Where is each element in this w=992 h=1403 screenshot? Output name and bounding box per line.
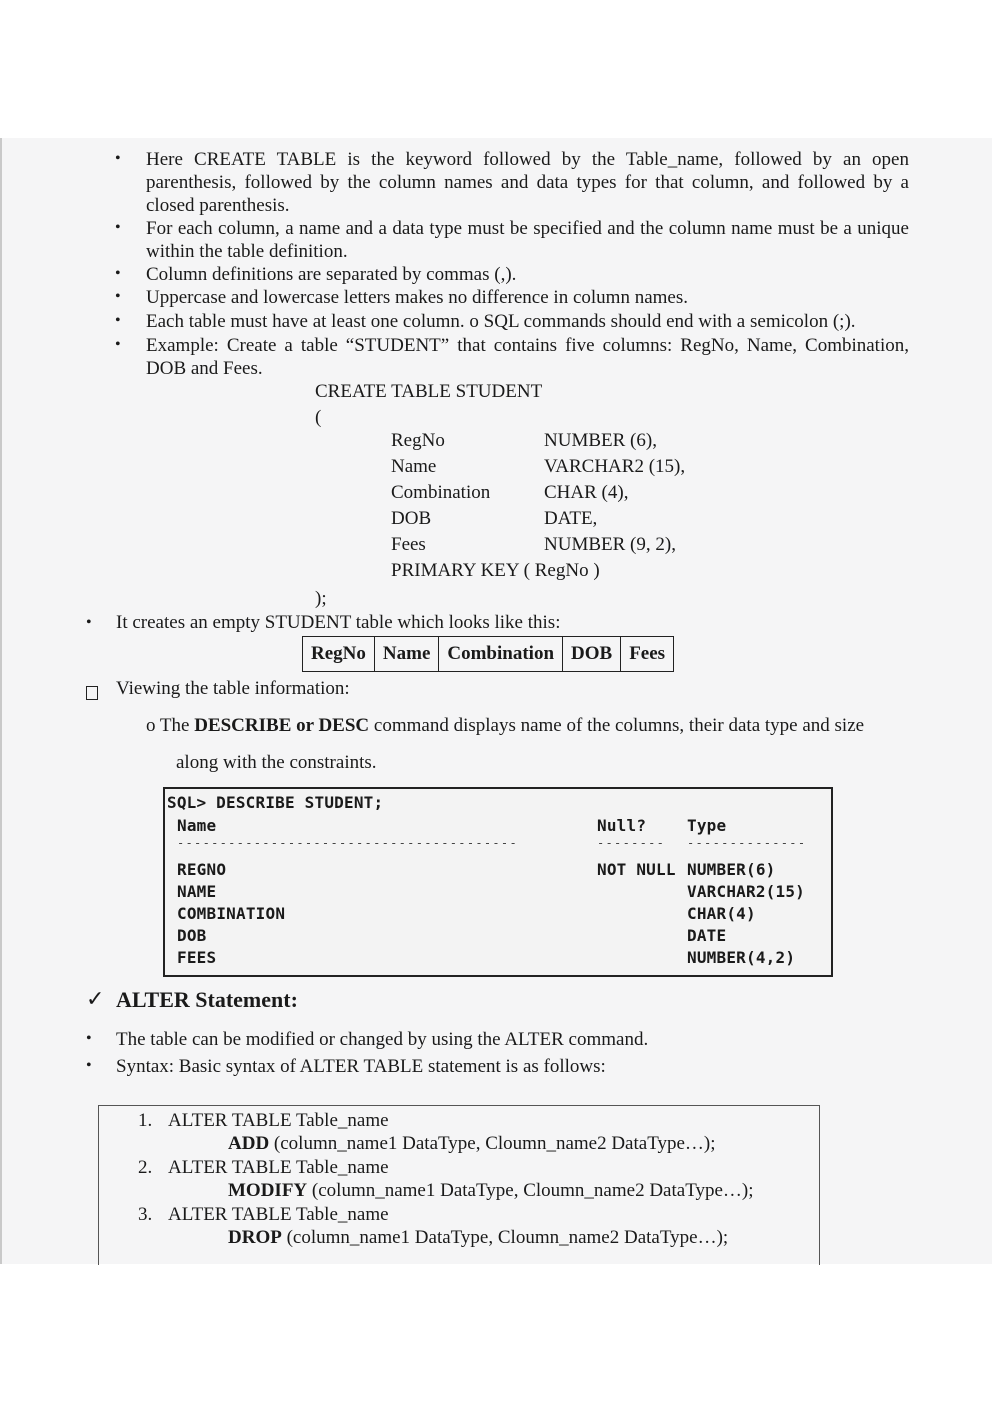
bullet-marker: • bbox=[115, 150, 121, 167]
describe-pre: The bbox=[159, 715, 195, 736]
column-type: CHAR (4), bbox=[544, 482, 629, 503]
bullet-marker: • bbox=[86, 1030, 92, 1047]
open-paren: ( bbox=[315, 407, 322, 428]
bullet-marker: • bbox=[115, 265, 121, 282]
primary-key-line: PRIMARY KEY ( RegNo ) bbox=[391, 560, 600, 581]
alter-bullet-text: The table can be modified or changed by using the ALTER command. bbox=[116, 1029, 649, 1050]
row-type: CHAR(4) bbox=[687, 904, 756, 923]
alter-line: ALTER TABLE Table_name bbox=[168, 1204, 389, 1225]
bullet-text: Here CREATE TABLE is the keyword followed by the Table_name, followed by an open parenthesis, followed by the column names and data types for that column, and followed by a closed parenthesis. bbox=[146, 149, 909, 216]
row-type: VARCHAR2(15) bbox=[687, 882, 805, 901]
column-name: Fees bbox=[391, 534, 426, 555]
bullet-text: For each column, a name and a data type must be specified and the column name must be a unique within the table definition. bbox=[146, 218, 909, 262]
alter-keyword: ADD bbox=[228, 1133, 270, 1154]
alter-clause-rest: (column_name1 DataType, Cloumn_name2 DataType…); bbox=[269, 1133, 716, 1154]
table-header-cell: Combination bbox=[439, 637, 563, 672]
sql-output-box bbox=[163, 787, 833, 977]
row-type: DATE bbox=[687, 926, 727, 945]
dash-type: -------------- bbox=[687, 836, 807, 850]
checkmark-icon: ✓ bbox=[86, 986, 105, 1011]
list-number: 1. bbox=[138, 1110, 153, 1131]
alter-clause bbox=[228, 1226, 728, 1249]
row-name: DOB bbox=[177, 926, 207, 945]
column-type: VARCHAR2 (15), bbox=[544, 456, 686, 477]
bullet-text: Example: Create a table “STUDENT” that contains five columns: RegNo, Name, Combination, DOB and Fees. bbox=[146, 335, 909, 379]
alter-heading: ALTER Statement: bbox=[116, 987, 298, 1012]
empty-table-note: It creates an empty STUDENT table which looks like this: bbox=[116, 612, 561, 633]
bullet-text: Each table must have at least one column. o SQL commands should end with a semicolon (;). bbox=[146, 311, 856, 332]
alter-clause-rest: (column_name1 DataType, Cloumn_name2 DataType…); bbox=[281, 1227, 729, 1248]
bullet-text: Uppercase and lowercase letters makes no difference in column names. bbox=[146, 287, 688, 308]
column-type: NUMBER (6), bbox=[544, 430, 657, 451]
col-header-null: Null? bbox=[597, 816, 647, 835]
alter-line: ALTER TABLE Table_name bbox=[168, 1157, 389, 1178]
table-header-cell: DOB bbox=[563, 637, 621, 672]
row-name: COMBINATION bbox=[177, 904, 286, 923]
row-name: REGNO bbox=[177, 860, 227, 879]
alter-clause bbox=[228, 1132, 716, 1155]
column-name: Combination bbox=[391, 482, 491, 503]
bullet-marker: • bbox=[115, 312, 121, 329]
row-null: NOT NULL bbox=[597, 860, 676, 879]
row-name: NAME bbox=[177, 882, 217, 901]
close-paren: ); bbox=[315, 588, 327, 609]
square-bullet-icon bbox=[86, 686, 98, 700]
circle-bullet: o bbox=[146, 715, 156, 736]
viewing-title: Viewing the table information: bbox=[116, 678, 350, 699]
bullet-marker: • bbox=[115, 219, 121, 236]
bullet-marker: • bbox=[115, 288, 121, 305]
bullet-marker: • bbox=[115, 336, 121, 353]
describe-post: command displays name of the columns, their data type and size bbox=[369, 715, 865, 736]
alter-clause bbox=[228, 1179, 754, 1202]
list-number: 3. bbox=[138, 1204, 153, 1225]
create-head: CREATE TABLE STUDENT bbox=[315, 381, 543, 402]
row-name: FEES bbox=[177, 948, 217, 967]
column-name: Name bbox=[391, 456, 437, 477]
alter-keyword: DROP bbox=[228, 1227, 282, 1248]
column-type: DATE, bbox=[544, 508, 598, 529]
col-header-type: Type bbox=[687, 816, 727, 835]
alter-bullet-text: Syntax: Basic syntax of ALTER TABLE statement is as follows: bbox=[116, 1056, 606, 1077]
bullet-text: Column definitions are separated by commas (,). bbox=[146, 264, 517, 285]
alter-clause-rest: (column_name1 DataType, Cloumn_name2 DataType…); bbox=[307, 1180, 754, 1201]
table-row bbox=[303, 637, 674, 672]
column-name: DOB bbox=[391, 508, 432, 529]
describe-description-line2: along with the constraints. bbox=[176, 752, 377, 773]
table-header-cell: Name bbox=[374, 637, 438, 672]
table-header-cell: Fees bbox=[621, 637, 674, 672]
column-type: NUMBER (9, 2), bbox=[544, 534, 676, 555]
table-header-cell: RegNo bbox=[303, 637, 375, 672]
col-header-name: Name bbox=[177, 816, 217, 835]
column-name: RegNo bbox=[391, 430, 445, 451]
describe-description bbox=[146, 714, 864, 737]
dash-null: -------- bbox=[597, 836, 666, 850]
bullet-marker: • bbox=[86, 1057, 92, 1074]
row-type: NUMBER(4,2) bbox=[687, 948, 796, 967]
describe-keyword: DESCRIBE or DESC bbox=[194, 715, 370, 736]
sql-prompt: SQL> DESCRIBE STUDENT; bbox=[167, 793, 384, 812]
alter-keyword: MODIFY bbox=[228, 1180, 308, 1201]
row-type: NUMBER(6) bbox=[687, 860, 776, 879]
list-number: 2. bbox=[138, 1157, 153, 1178]
bullet-marker: • bbox=[86, 614, 92, 631]
alter-line: ALTER TABLE Table_name bbox=[168, 1110, 389, 1131]
dash-name: ---------------------------------------- bbox=[177, 836, 518, 850]
student-table bbox=[302, 636, 674, 672]
